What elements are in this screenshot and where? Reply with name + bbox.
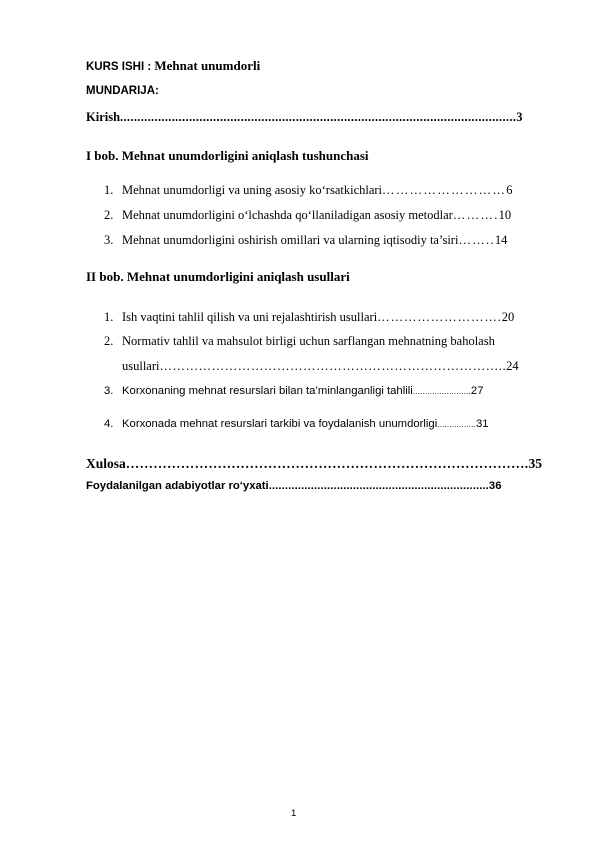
item-page: 20 bbox=[501, 310, 515, 324]
item-text: Ish vaqtini tahlil qilish va uni rejalashtirish usullari bbox=[122, 310, 378, 324]
item-dots: ………………………. bbox=[377, 310, 502, 324]
intro-label: Kirish bbox=[86, 110, 121, 124]
title-prefix: KURS ISHI : bbox=[86, 61, 155, 73]
toc-item bbox=[104, 418, 489, 430]
item-page: 14 bbox=[494, 233, 508, 247]
item-text: Korxonaning mehnat resurslari bilan ta’minlanganligi tahlili bbox=[122, 385, 413, 397]
item-page: 27 bbox=[470, 385, 484, 397]
intro-page: 3 bbox=[516, 110, 523, 124]
toc-item bbox=[104, 183, 512, 198]
item-dots: ................ bbox=[437, 420, 476, 429]
item-dots: …………………………………………………………………….. bbox=[159, 359, 507, 373]
item-dots: ……………………… bbox=[382, 183, 507, 197]
toc-item bbox=[104, 334, 495, 349]
conclusion-dots: ……………………………………………………………………………. bbox=[125, 456, 529, 471]
document-title bbox=[86, 58, 260, 74]
item-number: 3. bbox=[104, 233, 114, 247]
toc-item bbox=[104, 208, 511, 223]
conclusion-label: Xulosa bbox=[86, 456, 126, 471]
page-number: 1 bbox=[291, 808, 297, 819]
toc-entry-intro bbox=[86, 110, 522, 125]
item-dots: ………. bbox=[452, 208, 499, 222]
item-number: 2. bbox=[104, 208, 114, 222]
item-page: 24 bbox=[506, 359, 519, 373]
item-page: 10 bbox=[498, 208, 512, 222]
references-page: 36 bbox=[488, 480, 502, 492]
toc-item-continuation bbox=[122, 359, 519, 374]
item-page: 6 bbox=[506, 183, 513, 197]
references-label: Foydalanilgan adabiyotlar ro‘yxati bbox=[86, 480, 269, 492]
item-number: 3. bbox=[104, 385, 114, 397]
item-text: Korxonada mehnat resurslari tarkibi va foydalanish unumdorligi bbox=[122, 418, 438, 430]
conclusion-page: 35 bbox=[528, 456, 542, 471]
toc-item bbox=[104, 233, 507, 248]
item-text: Mehnat unumdorligini o‘lchashda qo‘llaniladigan asosiy metodlar bbox=[122, 208, 453, 222]
references-dots: .................................................................... bbox=[268, 480, 489, 492]
toc-item bbox=[104, 385, 483, 397]
item-number: 4. bbox=[104, 418, 114, 430]
item-page: 31 bbox=[476, 418, 489, 430]
chapter2-title: II bob. Mehnat unumdorligini aniqlash usullari bbox=[86, 269, 350, 284]
toc-entry-references bbox=[86, 480, 502, 492]
contents-heading: MUNDARIJA: bbox=[86, 85, 159, 97]
toc-item bbox=[104, 310, 514, 325]
title-text: Mehnat unumdorli bbox=[154, 58, 261, 73]
item-number: 2. bbox=[104, 334, 114, 348]
item-text: Mehnat unumdorligi va uning asosiy ko‘rsatkichlari bbox=[122, 183, 383, 197]
chapter1-title: I bob. Mehnat unumdorligini aniqlash tushunchasi bbox=[86, 148, 369, 163]
toc-entry-conclusion bbox=[86, 456, 542, 472]
item-dots: …….. bbox=[458, 233, 495, 247]
item-number: 1. bbox=[104, 310, 114, 324]
item-text: Normativ tahlil va mahsulot birligi uchun sarflangan mehnatning baholash bbox=[122, 334, 495, 348]
item-number: 1. bbox=[104, 183, 114, 197]
intro-dots: ................................................................................................................... bbox=[120, 110, 517, 124]
item-text: Mehnat unumdorligini oshirish omillari va ularning iqtisodiy ta’siri bbox=[122, 233, 459, 247]
item-dots: ........................ bbox=[412, 387, 471, 396]
item-text: usullari bbox=[122, 359, 160, 373]
